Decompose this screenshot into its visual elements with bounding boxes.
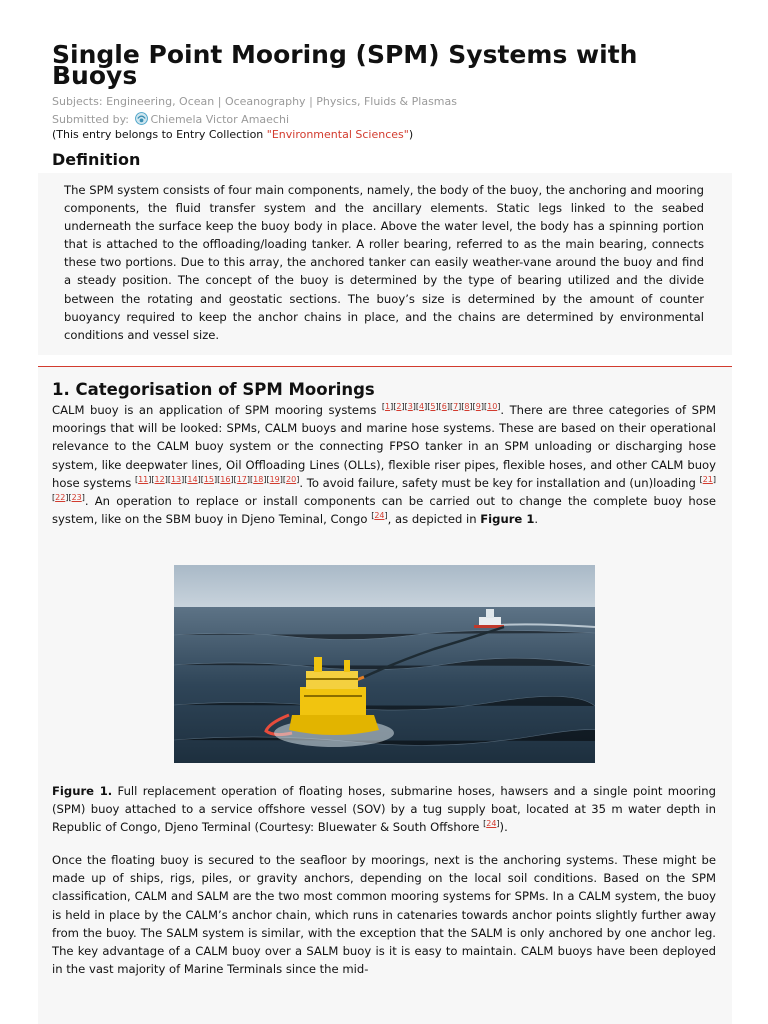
citation-link[interactable]: 3 — [407, 402, 413, 411]
citation-link[interactable]: 14 — [187, 474, 198, 484]
citation-link[interactable]: 15 — [203, 474, 215, 484]
collection-prefix: (This entry belongs to Entry Collection — [52, 128, 267, 141]
collection-suffix: ) — [408, 128, 414, 141]
citation-link[interactable]: 21 — [702, 474, 713, 484]
citation-link[interactable]: 17 — [236, 474, 247, 484]
citation-link[interactable]: 24 — [486, 819, 497, 829]
subjects-line — [52, 95, 457, 108]
paragraph-text: , as depicted in — [387, 512, 481, 527]
citation-link[interactable]: 10 — [487, 402, 498, 411]
figure-reference-link[interactable]: Figure 1 — [480, 512, 535, 527]
citation-link[interactable]: 8 — [464, 402, 470, 411]
figure-1-caption — [52, 782, 716, 837]
citation-group[interactable]: [24] — [371, 511, 388, 521]
citation-link[interactable]: 4 — [419, 402, 425, 411]
citation-group[interactable]: [11][12][13][14][15][16][17][18][19][20] — [134, 474, 300, 484]
paragraph-text: . — [534, 512, 539, 527]
citation-link[interactable]: 2 — [396, 402, 402, 411]
citation-link[interactable]: 20 — [286, 474, 297, 484]
author-link[interactable]: Chiemela Victor Amaechi — [150, 113, 290, 126]
citation-group[interactable]: [21][22][23] — [52, 474, 716, 503]
user-avatar-icon — [135, 112, 148, 125]
citation-link[interactable]: 1 — [385, 402, 391, 411]
citation-link[interactable]: 13 — [170, 474, 182, 484]
citation-link[interactable]: 16 — [220, 474, 231, 484]
caption-end: ). — [499, 820, 508, 835]
citation-link[interactable]: 22 — [55, 493, 66, 503]
caption-text: Full replacement operation of floating hoses, submarine hoses, hawsers and a single point mooring (SPM) buoy attached to a service offshore vessel (SOV) by a tug supply boat, located at 35 m water depth in Republic of Congo, Djeno Terminal (Courtesy: Bluewater & South Offshore — [52, 784, 716, 835]
citation-link[interactable]: 24 — [374, 511, 385, 521]
entry-collection-line — [52, 128, 413, 141]
subjects-links[interactable]: Engineering, Ocean | Oceanography | Physics, Fluids & Plasmas — [106, 95, 457, 108]
article-title: Single Point Mooring (SPM) Systems with Buoys — [52, 40, 638, 90]
figure-1-photo — [174, 565, 595, 763]
collection-link[interactable]: "Environmental Sciences" — [266, 128, 409, 141]
citation-link[interactable]: 12 — [154, 474, 165, 484]
paragraph-text: CALM buoy is an application of SPM mooring systems — [52, 403, 382, 417]
citation-link[interactable]: 11 — [138, 474, 149, 484]
subjects-label: Subjects: — [52, 95, 107, 108]
caption-label: Figure 1. — [52, 784, 113, 798]
definition-text: The SPM system consists of four main components, namely, the body of the buoy, the anchoring and mooring components, the fluid transfer system and the ancillary elements. Static legs linked to the seabed underneath the surface keep the buoy body in place. Above the water level, the body has a spinning portion that is attached to the offloading/loading tanker. A roller bearing, referred to as the main bearing, connects these two portions. Due to this array, the anchored tanker can easily weather-vane around the buoy and find a steady position. The concept of the buoy is determined by the type of bearing utilized and the divide between the rotating and geostatic sections. The buoy’s size is determined by the amount of counter buoyancy required to keep the anchor chains in place, and the chains are determined by environmental conditions and vessel size. — [64, 183, 704, 342]
citation-group[interactable]: [1][2][3][4][5][6][7][8][9][10] — [381, 402, 501, 411]
section-paragraph-2: Once the floating buoy is secured to the seafloor by moorings, next is the anchoring systems. These might be made up of ships, rigs, piles, or gravity anchors, depending on the local soil conditions. Based on the SPM classification, CALM and SALM are the two most common mooring systems for SPMs. In a CALM system, the buoy is held in place by the CALM’s anchor chain, which runs in catenaries towards anchor points slightly further away from the buoy. The SALM system is similar, with the exception that the SALM is only anchored by one anchor leg. The key advantage of a CALM buoy over a SALM buoy is it is easy to maintain. CALM buoys have been deployed in the vast majority of Marine Terminals since the mid- — [52, 853, 716, 977]
citation-link[interactable]: 7 — [453, 402, 459, 411]
paragraph-text: . There are three categories of SPM moorings that will be looked: SPMs, CALM buoys and marine hose systems. These are based on their operational relevance to the CALM buoy system or the connecting FPSO tanker in an SPM unloading or discharging hose system, like deepwater lines, Oil Offloading Lines (OLLs), flexible riser pipes, flexible hoses, and other CALM buoy hose systems — [52, 403, 716, 490]
citation-group[interactable]: [24] — [483, 819, 500, 829]
section-paragraph-1 — [52, 401, 716, 528]
citation-link[interactable]: 5 — [430, 402, 436, 411]
citation-link[interactable]: 18 — [253, 474, 264, 484]
definition-heading: Definition — [52, 150, 141, 169]
citation-link[interactable]: 19 — [269, 474, 280, 484]
citation-link[interactable]: 9 — [475, 402, 481, 411]
submitted-line — [52, 112, 289, 126]
section-heading: 1. Categorisation of SPM Moorings — [52, 380, 375, 399]
paragraph-text: . To avoid failure, safety must be key for installation and (un)loading — [299, 475, 700, 490]
paragraph-text: . An operation to replace or install components can be carried out to change the complete buoy hose system, like on the SBM buoy in Djeno Teminal, Congo — [52, 494, 716, 527]
citation-link[interactable]: 23 — [71, 493, 82, 503]
submitted-label: Submitted by: — [52, 113, 133, 126]
citation-link[interactable]: 6 — [441, 402, 447, 411]
